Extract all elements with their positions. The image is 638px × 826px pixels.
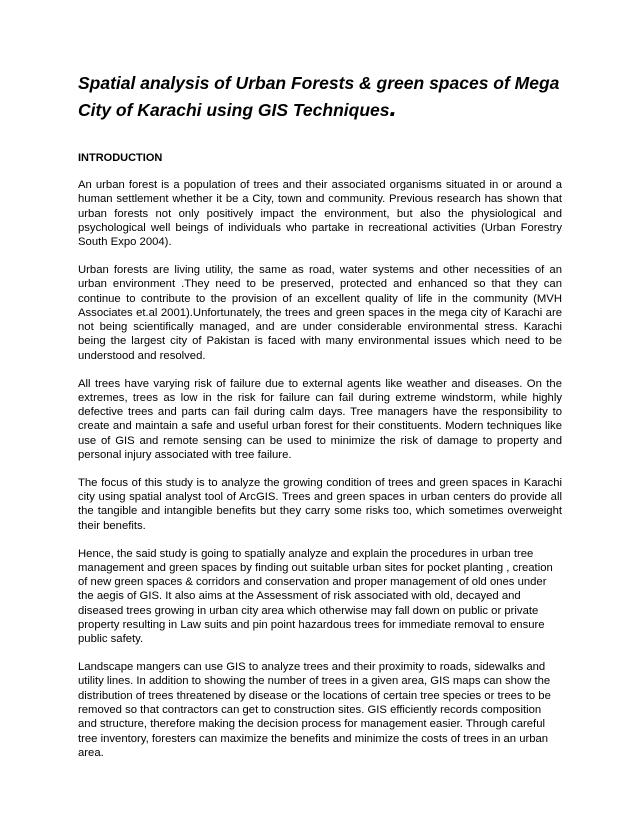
- document-title: [78, 70, 562, 124]
- document-page: [78, 70, 562, 774]
- paragraph-4: The focus of this study is to analyze the growing condition of trees and green spaces in Karachi city using spatial analyst tool of ArcGIS. Trees and green spaces in urban centers do provide all the tangible and intangible benefits but they carry some risks too, which sometimes overweight their benefits.: [78, 476, 562, 532]
- title-text: Spatial analysis of Urban Forests & green spaces of Mega City of Karachi using GIS Techniques: [78, 73, 560, 120]
- paragraph-3: All trees have varying risk of failure due to external agents like weather and diseases. On the extremes, trees as low in the risk for failure can fail during extreme windstorm, while highly defective trees and parts can fail during calm days. Tree managers have the responsibility to create and maintain a safe and useful urban forest for their constituents. Modern techniques like use of GIS and remote sensing can be used to minimize the risk of damage to property and personal injury associated with tree failure.: [78, 377, 562, 462]
- paragraph-5: Hence, the said study is going to spatially analyze and explain the procedures in urban tree management and green spaces by finding out suitable urban sites for pocket planting , creation of new green spaces & corridors and conservation and proper management of old ones under the aegis of GIS. It also aims at the Assessment of risk associated with old, decayed and diseased trees growing in urban city area which otherwise may fall down on public or private property resulting in Law suits and pin point hazardous trees for immediate removal to ensure public safety.: [78, 547, 553, 646]
- paragraph-1: An urban forest is a population of trees and their associated organisms situated in or around a human settlement whether it be a City, town and community. Previous research has shown that urban forests not only positively impact the environment, but also the physiological and psychological well beings of individuals who partake in recreational activities (Urban Forestry South Expo 2004).: [78, 179, 562, 249]
- section-heading: INTRODUCTION: [78, 152, 163, 164]
- title-period: .: [389, 92, 397, 122]
- paragraph-2: Urban forests are living utility, the same as road, water systems and other necessities of an urban environment .They need to be preserved, protected and enhanced so that they can continue to contribute to the provision of an excellent quality of life in the community (MVH Associates et.al 2001).Unfortunately, the trees and green spaces in the mega city of Karachi are not being scientifically managed, and are under considerable environmental stress. Karachi being the largest city of Pakistan is faced with many environmental issues which need to be understood and resolved.: [78, 263, 562, 362]
- paragraph-6: Landscape mangers can use GIS to analyze trees and their proximity to roads, sidewalks and utility lines. In addition to showing the number of trees in a given area, GIS maps can show the distribution of trees threatened by disease or the locations of certain tree species or trees to be removed so that contractors can get to construction sites. GIS efficiently records composition and structure, therefore making the decision process for management easier. Through careful tree inventory, foresters can maximize the benefits and minimize the costs of trees in an urban area.: [78, 661, 551, 759]
